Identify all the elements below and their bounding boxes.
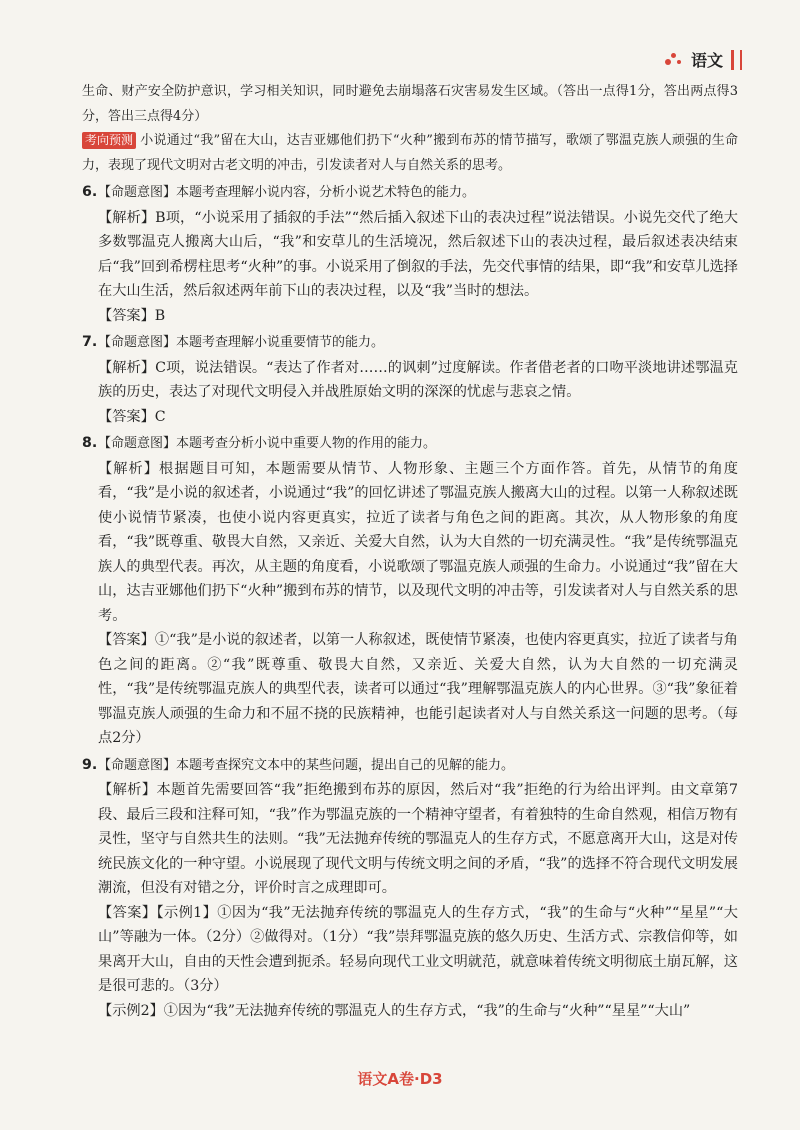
prediction-text: 小说通过“我”留在大山，达吉亚娜他们扔下“火种”搬到布苏的情节描写，歌颂了鄂温克族人顽强的生命力，表现了现代文明对古老文明的冲击，引发读者对人与自然关系的思考。 — [82, 133, 738, 173]
question-9-answer: 【答案】【示例1】①因为“我”无法抛弃传统的鄂温克人的生存方式，“我”的生命与“火种”“星星”“大山”等融为一体。（2分）②做得对。（1分）“我”崇拜鄂温克族的悠久历史、生活方式、宗教信仰等，如果离开大山，自由的天性会遭到扼杀。轻易向现代工业文明就范，就意味着传统文明彻底土崩瓦解，这是很可悲的。（3分） — [98, 904, 738, 994]
prediction-tag: 考向预测 — [82, 132, 136, 149]
question-8-answer: 【答案】①“我”是小说的叙述者，以第一人称叙述，既使情节紧凑，也使内容更真实，拉近了读者与角色之间的距离。②“我”既尊重、敬畏大自然，又亲近、关爱大自然，认为大自然的一切充满灵性，“我”是传统鄂温克族人的典型代表，读者可以通过“我”理解鄂温克族人的内心世界。③“我”象征着鄂温克族人顽强的生命力和不屈不挠的民族精神，也能引起读者对人与自然关系这一问题的思考。（每点2分） — [98, 632, 738, 746]
question-number: 9. — [82, 756, 98, 773]
question-9-example-2: 【示例2】①因为“我”无法抛弃传统的鄂温克人的生存方式，“我”的生命与“火种”“星星”“大山” — [98, 1002, 691, 1019]
question-9-intent: 9.【命题意图】本题考查探究文本中的某些问题，提出自己的见解的能力。 — [82, 753, 738, 779]
question-7-analysis: 【解析】C项，说法错误。“表达了作者对……的讽刺”过度解读。作者借老者的口吻平淡地讲述鄂温克族的历史，表达了对现代文明侵入并战胜原始文明的深深的忧虑与悲哀之情。 — [98, 359, 738, 400]
question-number: 8. — [82, 435, 98, 451]
subject-label: 语文 — [690, 51, 723, 70]
page-footer: 语文A卷·D3 — [357, 1070, 443, 1088]
decorative-dots-icon — [665, 53, 685, 67]
answer-content — [82, 80, 738, 1023]
question-8-analysis: 【解析】根据题目可知，本题需要从情节、人物形象、主题三个方面作答。首先，从情节的角度看，“我”是小说的叙述者，小说通过“我”的回忆讲述了鄂温克族人搬离大山的过程。以第一人称叙述既使小说情节紧凑，也使小说内容更真实，拉近了读者与角色之间的距离。其次，从人物形象的角度看，“我”既尊重、敬畏大自然，又亲近、关爱大自然，认为大自然的一切充满灵性。“我”是传统鄂温克族人的典型代表。再次，从主题的角度看，小说歌颂了鄂温克族人顽强的生命力。小说通过“我”留在大山，达吉亚娜他们扔下“火种”搬到布苏的情节，以及现代文明的冲击等，引发读者对人与自然关系的思考。 — [98, 460, 738, 624]
question-6-intent: 6.【命题意图】本题考查理解小说内容，分析小说艺术特色的能力。 — [82, 180, 738, 206]
question-8-intent: 8.【命题意图】本题考查分析小说中重要人物的作用的能力。 — [82, 431, 738, 457]
intro-text: 生命、财产安全防护意识，学习相关知识，同时避免去崩塌落石灾害易发生区域。（答出一点得1分，答出两点得3分，答出三点得4分） — [82, 84, 738, 124]
header-divider — [731, 50, 734, 70]
page-header — [665, 48, 742, 71]
question-6-answer: 【答案】B — [98, 307, 166, 324]
question-7-intent: 7.【命题意图】本题考查理解小说重要情节的能力。 — [82, 330, 738, 356]
question-number: 7. — [82, 334, 98, 350]
question-7-answer: 【答案】C — [98, 408, 166, 425]
question-6-analysis: 【解析】B项，“小说采用了插叙的手法”“然后插入叙述下山的表决过程”说法错误。小说先交代了绝大多数鄂温克人搬离大山后，“我”和安草儿的生活境况，然后叙述下山的表决过程，最后叙述表决结束后“我”回到希楞柱思考“火种”的事。小说采用了倒叙的手法，先交代事情的结果，即“我”和安草儿选择在大山生活，然后叙述两年前下山的表决过程，以及“我”当时的想法。 — [98, 209, 738, 299]
header-divider-thin — [740, 50, 742, 70]
prediction-paragraph — [82, 129, 738, 178]
question-number: 6. — [82, 184, 98, 200]
question-9-analysis: 【解析】本题首先需要回答“我”拒绝搬到布苏的原因，然后对“我”拒绝的行为给出评判。由文章第7段、最后三段和注释可知，“我”作为鄂温克族的一个精神守望者，有着独特的生命自然观，相信万物有灵性，坚守与自然共生的法则。“我”无法抛弃传统的鄂温克人的生存方式，不愿意离开大山，这是对传统民族文化的一种守望。小说展现了现代文明与传统文明之间的矛盾，“我”的选择不符合现代文明发展潮流，但没有对错之分，评价时言之成理即可。 — [98, 782, 738, 896]
